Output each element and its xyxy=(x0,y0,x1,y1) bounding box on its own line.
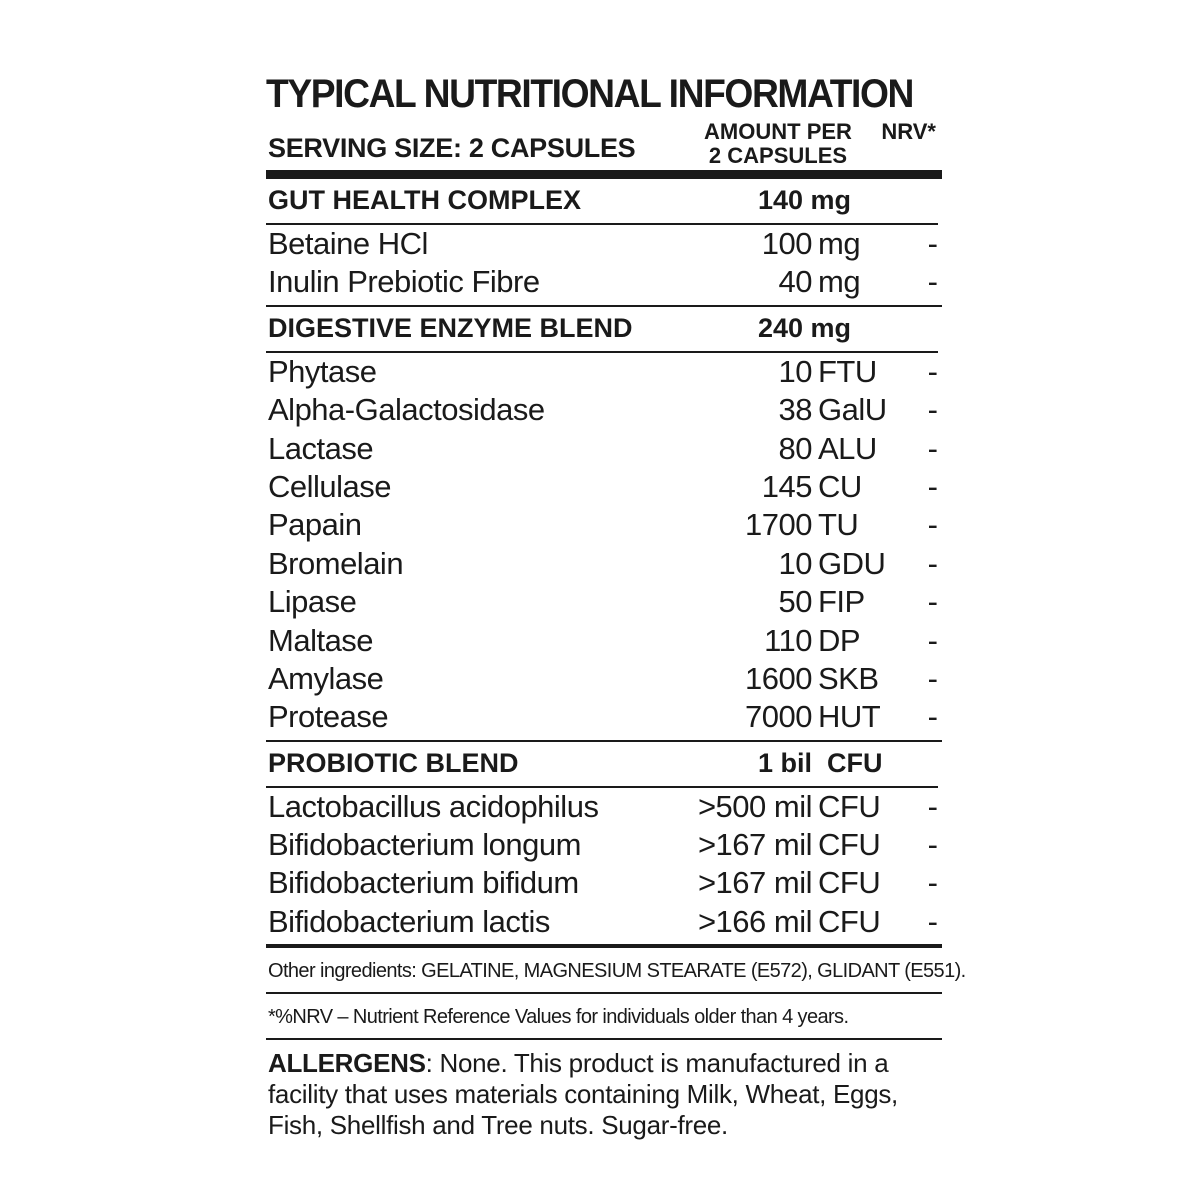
ingredient-unit: DP xyxy=(818,622,861,658)
ingredient-nrv: - xyxy=(927,392,938,428)
ingredient-row xyxy=(266,225,942,263)
ingredient-nrv: - xyxy=(927,699,938,735)
ingredient-amount: 10 xyxy=(778,545,812,581)
ingredient-name: Bifidobacterium longum xyxy=(268,827,581,863)
ingredient-nrv: - xyxy=(927,660,938,696)
ingredient-name: Betaine HCl xyxy=(268,226,428,261)
header-divider xyxy=(266,170,942,179)
ingredient-name: Phytase xyxy=(268,353,377,389)
sections-container xyxy=(266,179,942,948)
ingredient-nrv: - xyxy=(927,827,938,863)
ingredient-unit: HUT xyxy=(818,699,881,735)
ingredient-row xyxy=(266,583,942,621)
amount-column-header xyxy=(678,120,878,168)
ingredient-name: Cellulase xyxy=(268,468,392,504)
panel-title: TYPICAL NUTRITIONAL INFORMATION xyxy=(266,72,913,116)
ingredient-name: Papain xyxy=(268,507,362,543)
ingredient-unit: GDU xyxy=(818,545,886,581)
ingredient-row xyxy=(266,903,942,941)
ingredient-unit: CU xyxy=(818,468,862,504)
ingredient-name: Lipase xyxy=(268,584,357,620)
ingredient-amount: 145 xyxy=(761,468,812,504)
ingredient-name: Lactobacillus acidophilus xyxy=(268,788,599,824)
ingredient-amount: 80 xyxy=(778,430,812,466)
allergens-label: ALLERGENS xyxy=(268,1048,426,1079)
ingredient-row xyxy=(266,545,942,583)
ingredient-unit: mg xyxy=(818,226,861,261)
ingredient-amount: >166 mil xyxy=(697,903,812,939)
ingredient-row xyxy=(266,622,942,660)
amount-header-line2: 2 CAPSULES xyxy=(708,143,848,168)
ingredient-row xyxy=(266,698,942,736)
ingredient-row xyxy=(266,263,942,301)
ingredient-nrv: - xyxy=(927,507,938,543)
section-header-row xyxy=(266,179,942,223)
ingredient-name: Maltase xyxy=(268,622,374,658)
ingredient-name: Inulin Prebiotic Fibre xyxy=(268,264,540,300)
ingredient-name: Alpha-Galactosidase xyxy=(268,392,545,428)
ingredient-name: Lactase xyxy=(268,430,374,466)
ingredient-nrv: - xyxy=(927,788,938,824)
ingredient-amount: 1700 xyxy=(745,507,812,543)
ingredient-unit: CFU xyxy=(818,865,881,901)
ingredient-amount: >167 mil xyxy=(697,865,812,901)
ingredient-name: Bromelain xyxy=(268,545,404,581)
ingredient-nrv: - xyxy=(927,584,938,620)
ingredient-amount: 100 xyxy=(761,226,812,261)
ingredient-row xyxy=(266,430,942,468)
ingredient-unit: CFU xyxy=(818,903,881,939)
ingredient-unit: mg xyxy=(818,264,861,300)
section-amount: 240 mg xyxy=(758,312,852,343)
serving-size: SERVING SIZE: 2 CAPSULES xyxy=(268,133,636,163)
ingredient-row xyxy=(266,864,942,902)
allergens-text: : None. This product is manufactured in a facility that uses materials containing Milk, Wheat, Eggs, Fish, Shellfish and Tree nuts. Sugar-free. xyxy=(268,1048,898,1141)
section-header-row xyxy=(266,742,942,786)
ingredient-nrv: - xyxy=(927,545,938,581)
ingredient-amount: >167 mil xyxy=(697,827,812,863)
ingredient-nrv: - xyxy=(927,353,938,389)
ingredient-amount: 110 xyxy=(764,622,812,658)
ingredient-amount: 7000 xyxy=(745,699,812,735)
nrv-column-header: NRV* xyxy=(881,119,936,144)
ingredient-amount: 10 xyxy=(778,353,812,389)
ingredient-row xyxy=(266,826,942,864)
ingredient-unit: CFU xyxy=(818,788,881,824)
ingredient-unit: FTU xyxy=(818,353,877,389)
ingredient-row xyxy=(266,506,942,544)
ingredient-unit: GalU xyxy=(818,392,887,428)
ingredient-nrv: - xyxy=(927,865,938,901)
ingredient-row xyxy=(266,468,942,506)
section-header-row xyxy=(266,307,942,351)
ingredient-name: Protease xyxy=(268,699,389,735)
section-name: GUT HEALTH COMPLEX xyxy=(268,185,581,215)
allergens-statement xyxy=(266,1040,942,1141)
ingredient-nrv: - xyxy=(927,226,938,261)
ingredient-nrv: - xyxy=(927,430,938,466)
ingredient-row xyxy=(266,788,942,826)
ingredient-unit: SKB xyxy=(818,660,879,696)
ingredient-nrv: - xyxy=(927,622,938,658)
ingredient-name: Amylase xyxy=(268,660,384,696)
ingredient-amount: >500 mil xyxy=(697,788,812,824)
ingredient-nrv: - xyxy=(927,903,938,939)
ingredient-unit: FIP xyxy=(818,584,865,620)
ingredient-nrv: - xyxy=(927,468,938,504)
section-amount: 140 mg xyxy=(758,185,852,215)
ingredient-amount: 38 xyxy=(778,392,812,428)
nutrition-panel xyxy=(266,70,966,1141)
ingredient-amount: 40 xyxy=(778,264,812,300)
ingredient-amount: 50 xyxy=(778,584,812,620)
ingredient-row xyxy=(266,660,942,698)
other-ingredients: Other ingredients: GELATINE, MAGNESIUM STEARATE (E572), GLIDANT (E551). xyxy=(268,960,966,983)
ingredient-nrv: - xyxy=(927,264,938,300)
section-name: DIGESTIVE ENZYME BLEND xyxy=(268,312,633,343)
ingredient-row xyxy=(266,391,942,429)
section-amount: 1 bil CFU xyxy=(758,747,883,778)
nrv-note: *%NRV – Nutrient Reference Values for individuals older than 4 years. xyxy=(268,1006,849,1029)
amount-header-line1: AMOUNT PER xyxy=(704,119,852,144)
ingredient-amount: 1600 xyxy=(745,660,812,696)
ingredient-unit: TU xyxy=(818,507,859,543)
section-name: PROBIOTIC BLEND xyxy=(268,747,519,778)
ingredient-name: Bifidobacterium lactis xyxy=(268,903,550,939)
ingredient-unit: CFU xyxy=(818,827,881,863)
ingredient-unit: ALU xyxy=(818,430,877,466)
ingredient-name: Bifidobacterium bifidum xyxy=(268,865,579,901)
column-header xyxy=(266,118,942,168)
ingredient-row xyxy=(266,353,942,391)
